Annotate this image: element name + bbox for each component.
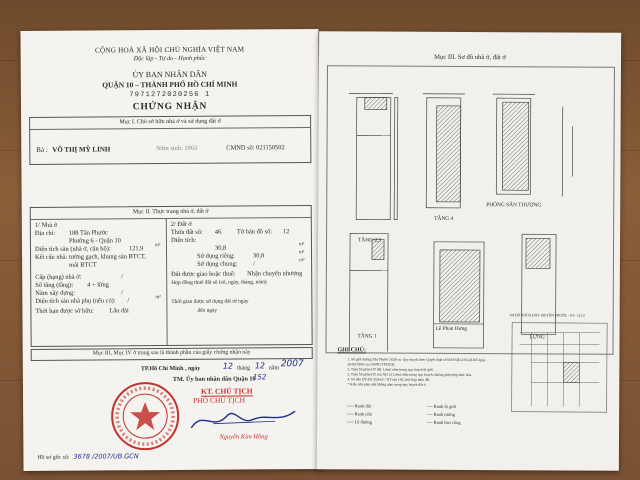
- committee-name: ỦY BAN NHÂN DÂN: [132, 69, 208, 80]
- private-use-unit: m²: [299, 250, 305, 256]
- aux-area-value: /: [127, 297, 130, 305]
- location-inset-map: [511, 322, 607, 413]
- parcel-label: Thửa đất số:: [170, 228, 203, 237]
- floor-plans: [325, 65, 612, 352]
- lease-term-label: Thời gian được sử dụng đất từ ngày: [171, 298, 249, 305]
- national-name: CỘNG HOÀ XÃ HỘI CHỦ NGHĨA VIỆT NAM: [94, 45, 245, 55]
- lease-to-label: đến ngày: [197, 307, 218, 314]
- signer-title-1: KT. CHỦ TỊCH: [200, 386, 253, 396]
- land-area-label: Diện tích:: [170, 236, 197, 245]
- district-name: QUẬN 10 – THÀNH PHỐ HỒ CHÍ MINH: [102, 79, 238, 90]
- label-floor-4: TẦNG 4: [434, 215, 454, 222]
- ward-value: Phường 6 - Quận 10: [68, 237, 121, 245]
- structure-label: Kết cấu nhà: tường gạch, khung sàn BTCT,: [35, 253, 146, 261]
- label-mezzanine: LỬNG: [529, 334, 545, 341]
- section-property-title: Mục II. Thực trạng nhà ở, đất ở: [132, 208, 209, 216]
- legend-item: ── Ranh nhà: [347, 411, 372, 417]
- storeys-label: Số tầng (tầng):: [35, 281, 74, 289]
- certificate-title: CHỨNG NHẬN: [132, 101, 208, 113]
- note-2: 2. Toàn bộ phần DT đất 1,4m2 nằm trong quy hoạch lộ giới.: [347, 367, 434, 372]
- map-sheet-value: 12: [282, 228, 290, 236]
- register-label: Hồ sơ gốc số:: [37, 454, 70, 461]
- address-value: 188 Tân Phước: [68, 229, 108, 237]
- seal-star-icon: [130, 402, 160, 430]
- notes-heading: GHI CHÚ:: [337, 347, 366, 354]
- issuer-initials: 152: [252, 373, 267, 382]
- ownership-term-label: Thời hạn được sở hữu:: [35, 307, 94, 315]
- owner-birth-year: Năm sinh: 1963: [156, 144, 198, 153]
- note-1: 1. Số giới đường Tân Phước 16,00 m. Quy hoạch theo Quyết định số 6018/QĐ-UB-QLĐT ngày 26/09/1998 của UBND TP.HCM.: [347, 357, 486, 367]
- register-value: 3678 /2007/UB.GCN: [73, 452, 139, 461]
- floor-area-unit: m²: [154, 243, 161, 249]
- legend-item: ┄┄ Ranh lộ giới: [427, 403, 457, 409]
- legend-item: ┄┄ Ranh ban công: [427, 419, 461, 425]
- section-notice-title: Mục III, Mục IV ở trang sau là thành phần của giấy chứng nhận này: [92, 349, 251, 357]
- parcel-value: 46: [214, 228, 222, 236]
- aux-area-label: Diện tích sàn nhà phụ (nếu có):: [35, 297, 116, 305]
- shared-use-unit: m²: [299, 258, 305, 264]
- structure-roof: mái BTCT: [69, 261, 97, 269]
- label-rooftop-room: PHÒNG SÂN THƯỢNG: [486, 202, 542, 209]
- label-floor-23: TẦNG 2,3: [358, 237, 382, 244]
- private-use-label: Sử dụng riêng:: [197, 252, 235, 260]
- grade-value: /: [121, 273, 123, 281]
- legend-item: ── Ranh đất: [347, 403, 371, 409]
- floor-area-value: 121,9: [128, 245, 144, 253]
- serial-number: 7971272020256 1: [129, 90, 211, 100]
- notes-list: [347, 357, 497, 388]
- section-owner-title: Mục I. Chủ sở hữu nhà ở và sử dụng đất ở: [119, 118, 221, 126]
- grade-label: Cấp (hạng) nhà ở:: [35, 273, 82, 281]
- address-label: Địa chỉ:: [34, 229, 56, 237]
- issue-day: 12: [222, 361, 234, 371]
- land-heading: 2/ Đất ở: [170, 220, 192, 229]
- month-label: tháng: [236, 365, 251, 372]
- map-sheet-label: Tờ bản đồ số:: [236, 228, 273, 236]
- legend-item: ┄┄ Ranh tường: [427, 411, 455, 417]
- owner-name: VÕ THỊ MỸ LINH: [52, 145, 111, 154]
- section-property-box: [30, 205, 313, 347]
- national-motto: Độc lập - Tự do - Hạnh phúc: [133, 54, 206, 63]
- ownership-term-value: Lâu dài: [109, 307, 129, 315]
- build-year-label: Năm xây dựng:: [35, 289, 75, 297]
- issue-year: 2007: [280, 359, 304, 370]
- certificate-left-page: [20, 29, 321, 471]
- plan-section-title: Mục III. Sơ đồ nhà ở, đất ở: [434, 53, 506, 62]
- origin-value: Nhận chuyển nhượng: [247, 270, 303, 278]
- issue-month: 12: [254, 361, 266, 371]
- section-owner-box: [29, 115, 311, 165]
- owner-id-number: CMND số: 021150502: [226, 144, 285, 152]
- aux-area-unit: m²: [155, 295, 161, 301]
- signer-title-2: PHÓ CHỦ TỊCH: [193, 395, 246, 405]
- legend: [347, 403, 507, 434]
- origin-label: Đất được giao hoặc thuê:: [171, 270, 236, 278]
- inset-map-title: SƠ ĐỒ THỬA ĐẤT 188 TÂN PHƯỚC - P.6 - Q.10: [509, 313, 585, 318]
- storeys-value: 4 + lửng: [87, 281, 109, 289]
- note-4: 4. Số liệu DT đất 30,8m2 / DT sàn 136,2m2 hợp thửa đất.: [347, 377, 431, 382]
- owner-prefix: Bà :: [36, 145, 48, 154]
- lease-contract-label: Hợp đồng thuê đất số (số, ngày, tháng, năm): [171, 279, 267, 286]
- legend-item: ── Lề đường: [347, 419, 373, 425]
- label-street: Lề Phan Hưng: [435, 325, 467, 332]
- land-area-value: 30,8: [214, 244, 227, 252]
- land-area-unit: m²: [298, 242, 305, 248]
- official-seal: [109, 380, 182, 453]
- floor-area-label: Diện tích sàn (nhà ở, căn hộ):: [34, 245, 111, 253]
- signature-stroke: [183, 405, 303, 436]
- house-heading: 1/ Nhà ở: [34, 221, 58, 229]
- note-3: 3. Toàn bộ phần DT sàn XD 121,9m2 nằm trong quy hoạch, không phép hợp thức hóa.: [347, 372, 473, 378]
- label-floor-1: TẦNG 1: [357, 333, 377, 340]
- signer-name: Nguyễn Kim Hồng: [219, 433, 268, 441]
- certificate-right-page: [317, 31, 621, 471]
- build-year-value: /: [121, 289, 124, 297]
- issuer-label: TM. Ủy ban nhân dân Quận 10: [172, 375, 256, 383]
- section-notice-box: [31, 347, 313, 361]
- private-use-value: 30,8: [253, 252, 265, 260]
- year-label: năm: [268, 365, 280, 372]
- place-date-label: TP.Hồ Chí Minh , ngày: [140, 365, 201, 373]
- note-5: * Kiểu nhà phía nhà không nằm trong quy hoạch đất ở.: [347, 382, 427, 387]
- shared-use-value: /: [253, 260, 255, 268]
- shared-use-label: Sử dụng chung:: [197, 260, 238, 268]
